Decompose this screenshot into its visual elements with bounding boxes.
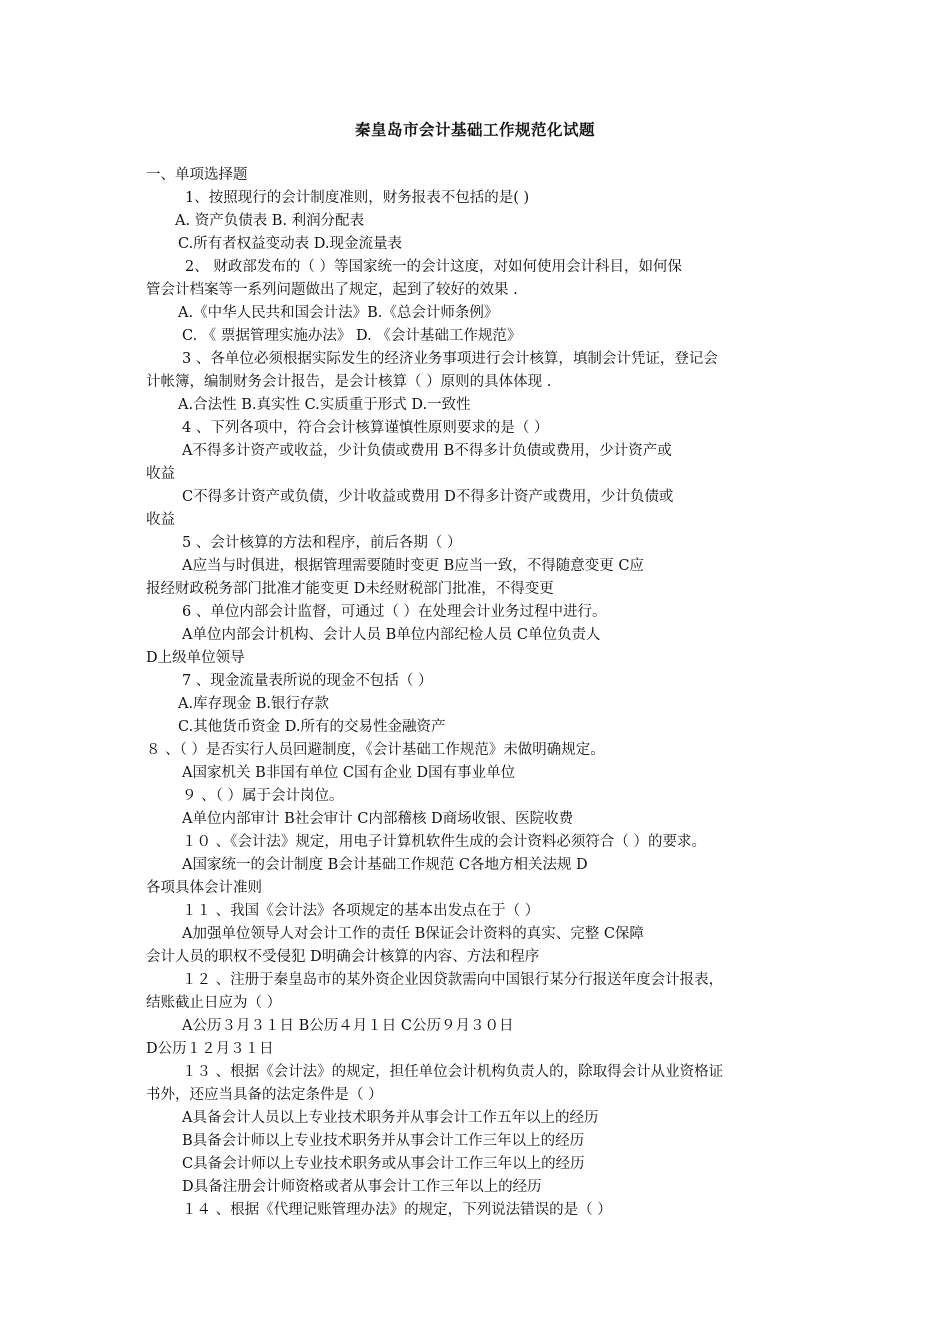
text-line: ８ 、（ ）是否实行人员回避制度，《会计基础工作规范》未做明确规定。 [146,742,605,758]
text-line: A单位内部审计 B社会审计 C内部稽核 D商场收银、医院收费 [182,811,574,827]
text-line: A国家机关 B非国有单位 C国有企业 D国有事业单位 [182,765,516,781]
text-line: 2、 财政部发布的（ ）等国家统一的会计这度，对如何使用会计科目，如何保 [185,259,682,275]
text-line: A. 资产负债表 B. 利润分配表 [175,213,365,229]
text-line: 1、按照现行的会计制度准则，财务报表不包括的是( ) [185,190,530,206]
section-heading: 一、单项选择题 [146,167,248,183]
text-line: 7 、现金流量表所说的现金不包括（ ） [182,673,433,689]
text-line: D公历１２月３１日 [146,1041,274,1057]
text-line: １１ 、我国《会计法》各项规定的基本出发点在于（ ） [182,903,540,919]
text-line: A具备会计人员以上专业技术职务并从事会计工作五年以上的经历 [182,1110,599,1126]
text-line: 结账截止日应为（ ） [146,995,282,1011]
text-line: C.其他货币资金 D.所有的交易性金融资产 [178,719,446,735]
text-line: １４ 、根据《代理记账管理办法》的规定，下列说法错误的是（ ） [182,1202,612,1218]
text-line: A不得多计资产或收益，少计负债或费用 B不得多计负债或费用，少计资产或 [182,443,672,459]
text-line: A单位内部会计机构、会计人员 B单位内部纪检人员 C单位负责人 [182,627,601,643]
text-line: ９ 、（ ）属于会计岗位。 [182,788,344,804]
document-title: 秦皇岛市会计基础工作规范化试题 [354,121,595,139]
text-line: 管会计档案等一系列问题做出了规定，起到了较好的效果 . [146,282,518,298]
text-line: 收益 [146,512,175,528]
text-line: １２ 、注册于秦皇岛市的某外资企业因贷款需向中国银行某分行报送年度会计报表， [182,972,724,988]
text-line: A公历３月３１日 B公历４月１日 C公历９月３０日 [182,1018,514,1034]
text-line: C具备会计师以上专业技术职务或从事会计工作三年以上的经历 [182,1156,585,1172]
text-line: 各项具体会计准则 [146,880,262,896]
text-line: 计帐簿，编制财务会计报告，是会计核算（ ）原则的具体体现 . [146,374,552,390]
text-line: 会计人员的职权不受侵犯 D明确会计核算的内容、方法和程序 [146,949,540,965]
text-line: C. 《 票据管理实施办法》 D. 《会计基础工作规范》 [182,328,522,344]
text-line: 6 、单位内部会计监督，可通过（ ）在处理会计业务过程中进行。 [182,604,607,620]
text-line: １０ 、《会计法》规定，用电子计算机软件生成的会计资料必须符合（ ）的要求。 [182,834,706,850]
text-line: B具备会计师以上专业技术职务并从事会计工作三年以上的经历 [182,1133,585,1149]
text-line: １３ 、根据《会计法》的规定，担任单位会计机构负责人的，除取得会计从业资格证 [182,1064,724,1080]
text-line: 报经财政税务部门批准才能变更 D未经财税部门批准，不得变更 [146,581,554,597]
text-line: A.《中华人民共和国会计法》B.《总会计师条例》 [178,305,499,321]
text-line: D具备注册会计师资格或者从事会计工作三年以上的经历 [182,1179,542,1195]
text-line: A加强单位领导人对会计工作的责任 B保证会计资料的真实、完整 C保障 [182,926,644,942]
text-line: A应当与时俱进，根据管理需要随时变更 B应当一致，不得随意变更 C应 [182,558,644,574]
text-line: A国家统一的会计制度 B会计基础工作规范 C各地方相关法规 D [182,857,588,873]
text-line: A.库存现金 B.银行存款 [178,696,329,712]
text-line: A.合法性 B.真实性 C.实质重于形式 D.一致性 [178,397,471,413]
text-line: 5 、会计核算的方法和程序，前后各期（ ） [182,535,462,551]
text-line: 3 、各单位必须根据实际发生的经济业务事项进行会计核算，填制会计凭证，登记会 [182,351,718,367]
text-line: C不得多计资产或负债，少计收益或费用 D不得多计资产或费用，少计负债或 [182,489,674,505]
text-line: D上级单位领导 [146,650,245,666]
text-line: 4 、下列各项中，符合会计核算谨慎性原则要求的是（ ） [182,420,549,436]
text-line: C.所有者权益变动表 D.现金流量表 [178,236,403,252]
text-line: 书外，还应当具备的法定条件是（ ） [146,1087,383,1103]
text-line: 收益 [146,466,175,482]
